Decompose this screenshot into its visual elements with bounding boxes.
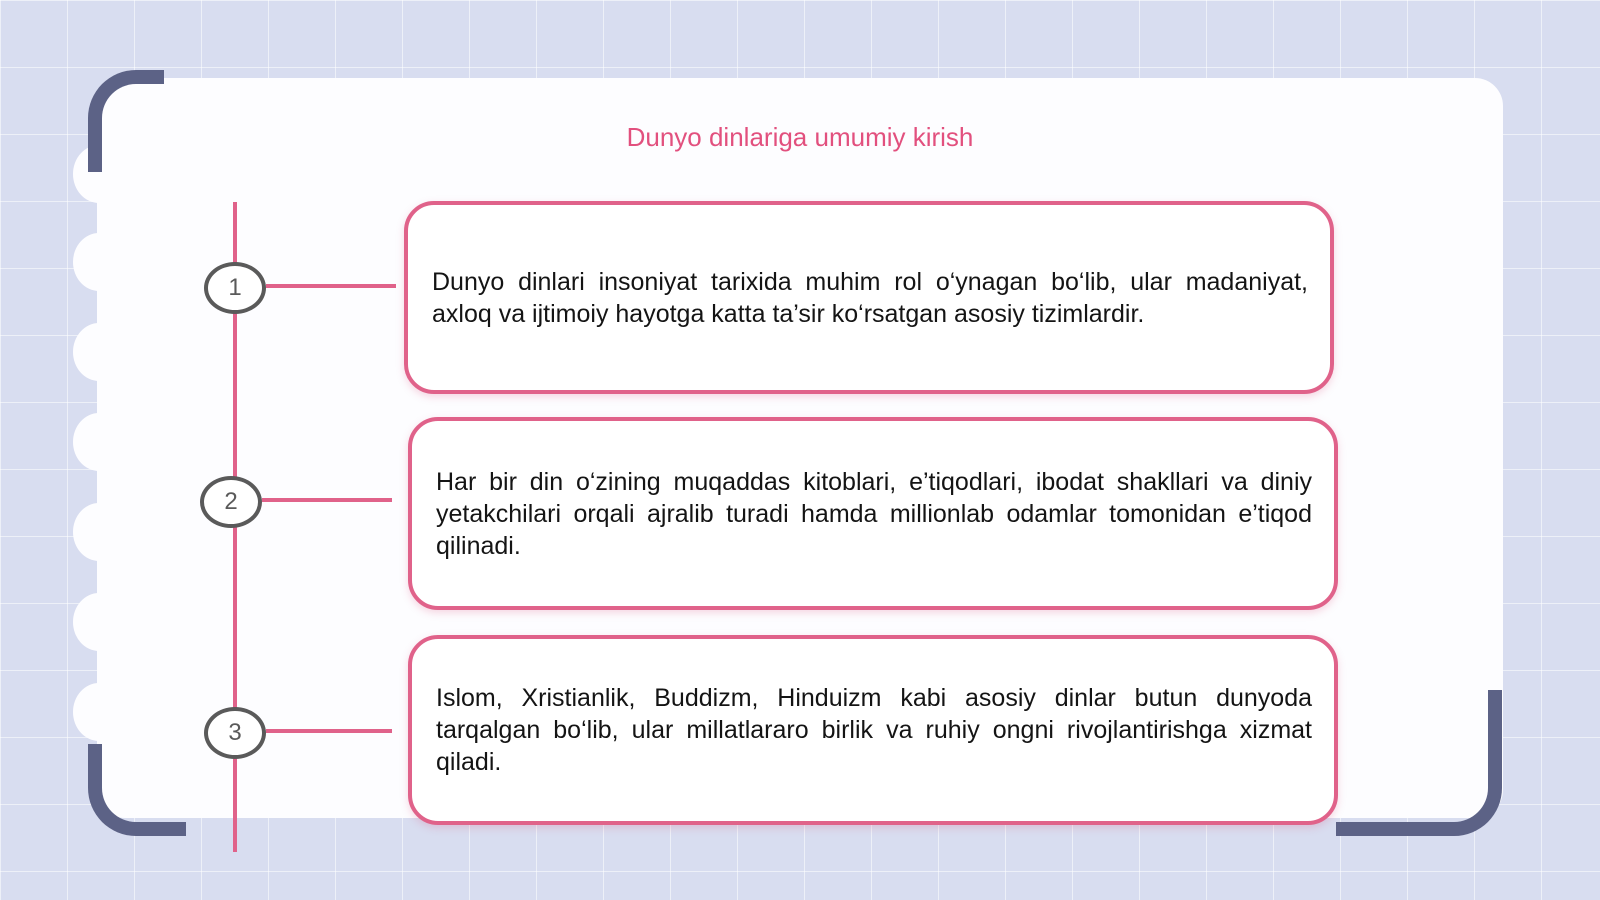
card-edge-scallop <box>73 683 125 741</box>
corner-bracket-bottom-left <box>88 744 186 836</box>
text-box-3 <box>408 635 1338 825</box>
text-box-1 <box>404 201 1334 394</box>
slide-title: Dunyo dinlariga umumiy kirish <box>626 122 974 152</box>
corner-bracket-top-left <box>88 70 164 172</box>
text-box-2 <box>408 417 1338 610</box>
card-edge-scallop <box>73 503 125 561</box>
connector-line-1 <box>266 284 396 288</box>
step-number-2: 2 <box>200 476 262 528</box>
text-box-2-content: Har bir din o‘zining muqaddas kitoblari, e’tiqodlari, ibodat shakllari va diniy yetakchilari orqali ajralib turadi hamda millionlab odamlar tomonidan e’tiqod qilinadi. <box>436 467 1312 560</box>
step-number-3: 3 <box>204 707 266 759</box>
card-edge-scallop <box>73 413 125 471</box>
card-edge-scallop <box>73 233 125 291</box>
corner-bracket-bottom-right <box>1336 690 1502 836</box>
text-box-1-content: Dunyo dinlari insoniyat tarixida muhim rol o‘ynagan bo‘lib, ular madaniyat, axloq va ijtimoiy hayotga katta ta’sir ko‘rsatgan asosiy tizimlardir. <box>432 267 1308 328</box>
connector-line-2 <box>262 498 392 502</box>
text-box-3-content: Islom, Xristianlik, Buddizm, Hinduizm kabi asosiy dinlar butun dunyoda tarqalgan bo‘lib, ular millatlararo birlik va ruhiy ongni rivojlantirishga xizmat qiladi. <box>436 684 1312 776</box>
connector-line-3 <box>266 729 392 733</box>
card-edge-scallop <box>73 323 125 381</box>
card-edge-scallop <box>73 593 125 651</box>
step-number-1: 1 <box>204 262 266 314</box>
